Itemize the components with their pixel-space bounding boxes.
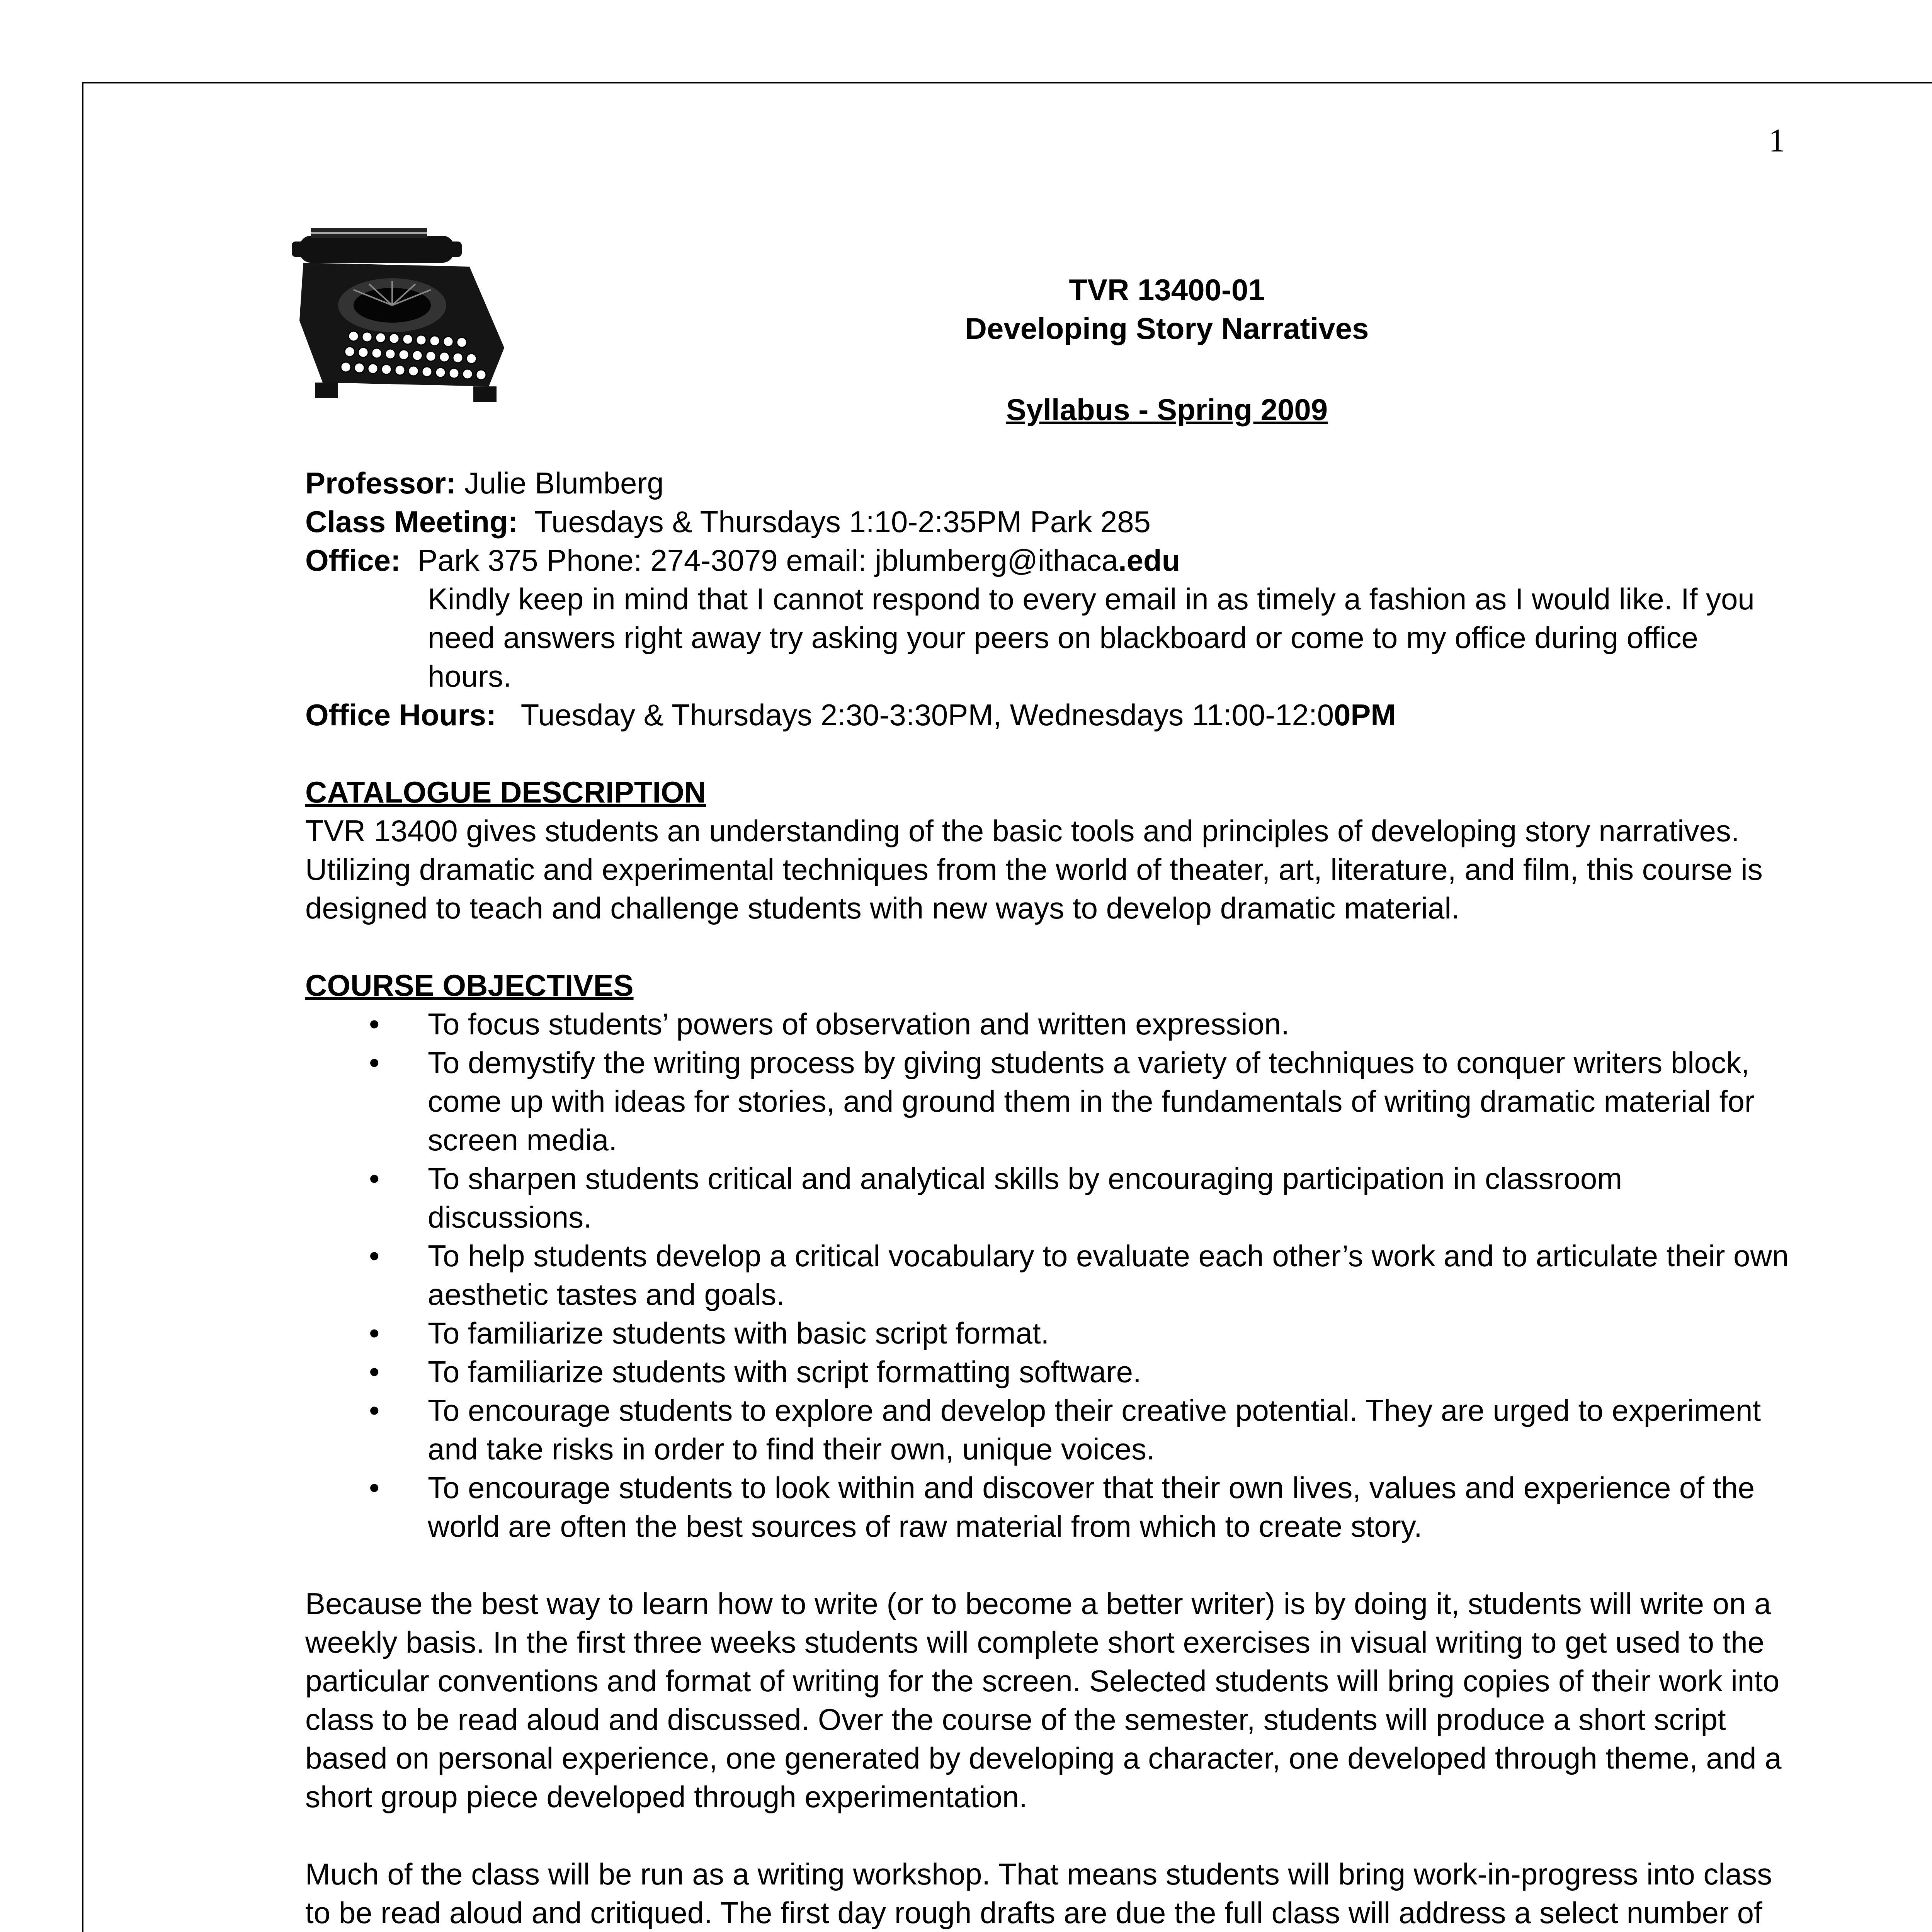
catalogue-text: TVR 13400 gives students an understanding of the basic tools and principles of developing story narratives. Utilizing dramatic and experimental techniques from the world of theater, art, literature, and film, this course is designed to teach and challenge students with new ways to develop dramatic material. [305, 814, 1763, 925]
workshop-paragraph: Much of the class will be run as a writing workshop. That means students will bring work-in-progress into class to be read aloud and critiqued. The first day rough drafts are due the full class will address a select number of [305, 1857, 1772, 1930]
professor-value: Julie Blumberg [456, 466, 664, 500]
bullet-icon: • [369, 1316, 380, 1350]
bullet-icon: • [369, 1239, 380, 1273]
office-label: Office: [305, 543, 401, 577]
list-item: • To help students develop a critical vocabulary to evaluate each other’s work and to articulate their own aesthetic tastes and goals. [305, 1236, 1789, 1314]
office-hours-row [305, 696, 1789, 734]
bullet-icon: • [369, 1007, 380, 1041]
page-number: 1 [1769, 122, 1785, 159]
bullet-icon: • [369, 1162, 380, 1196]
list-item: • To demystify the writing process by giving students a variety of techniques to conquer writers block, come up with ideas for stories, and ground them in the fundamentals of writing dramatic material for screen media. [305, 1043, 1789, 1159]
list-item: • To encourage students to explore and develop their creative potential. They are urged to experiment and take risks in order to find their own, unique voices. [305, 1391, 1789, 1468]
office-value-edu: .edu [1118, 543, 1180, 577]
class-meeting-value: Tuesdays & Thursdays 1:10-2:35PM Park 285 [518, 505, 1151, 539]
office-hours-value-bold: 0PM [1334, 698, 1396, 732]
course-code: TVR 13400-01 [1069, 273, 1265, 307]
list-item: • To sharpen students critical and analytical skills by encouraging participation in classroom discussions. [305, 1159, 1789, 1236]
course-header [773, 270, 1561, 429]
catalogue-heading: CATALOGUE DESCRIPTION [305, 775, 706, 809]
list-item: • To familiarize students with script formatting software. [305, 1352, 1789, 1391]
list-item: • To familiarize students with basic script format. [305, 1314, 1789, 1352]
professor-label: Professor: [305, 466, 456, 500]
objectives-list [305, 1005, 1789, 1546]
bullet-icon: • [369, 1471, 380, 1505]
typewriter-illustration [288, 220, 527, 410]
office-row [305, 541, 1789, 580]
syllabus-content [305, 464, 1789, 1932]
list-item: • To focus students’ powers of observation and written expression. [305, 1005, 1789, 1043]
course-title: Developing Story Narratives [965, 311, 1369, 345]
writing-paragraph: Because the best way to learn how to write (or to become a better writer) is by doing it, students will write on a weekly basis. In the first three weeks students will complete short exercises in visual writing to get used to the particular conventions and format of writing for the screen. Selected students will bring copies of their work into class to be read aloud and discussed. Over the course of the semester, students will produce a short script based on personal experience, one generated by developing a character, one developed through theme, and a short group piece developed through experimentation. [305, 1587, 1782, 1814]
list-item: • To encourage students to look within and discover that their own lives, values and experience of the world are often the best sources of raw material from which to create story. [305, 1468, 1789, 1546]
office-note: Kindly keep in mind that I cannot respond to every email in as timely a fashion as I would like. If you need answers right away try asking your peers on blackboard or come to my office during office hours. [428, 582, 1755, 693]
professor-row [305, 464, 1789, 502]
bullet-icon: • [369, 1046, 380, 1080]
objectives-heading: COURSE OBJECTIVES [305, 968, 634, 1002]
office-value: Park 375 Phone: 274-3079 email: jblumberg@ithaca [401, 543, 1118, 577]
syllabus-title: Syllabus - Spring 2009 [1006, 393, 1328, 427]
office-hours-label: Office Hours: [305, 698, 497, 732]
office-hours-value: Tuesday & Thursdays 2:30-3:30PM, Wednesdays 11:00-12:0 [496, 698, 1334, 732]
class-meeting-label: Class Meeting: [305, 505, 518, 539]
class-meeting-row [305, 502, 1789, 541]
bullet-icon: • [369, 1355, 380, 1389]
bullet-icon: • [369, 1393, 380, 1427]
